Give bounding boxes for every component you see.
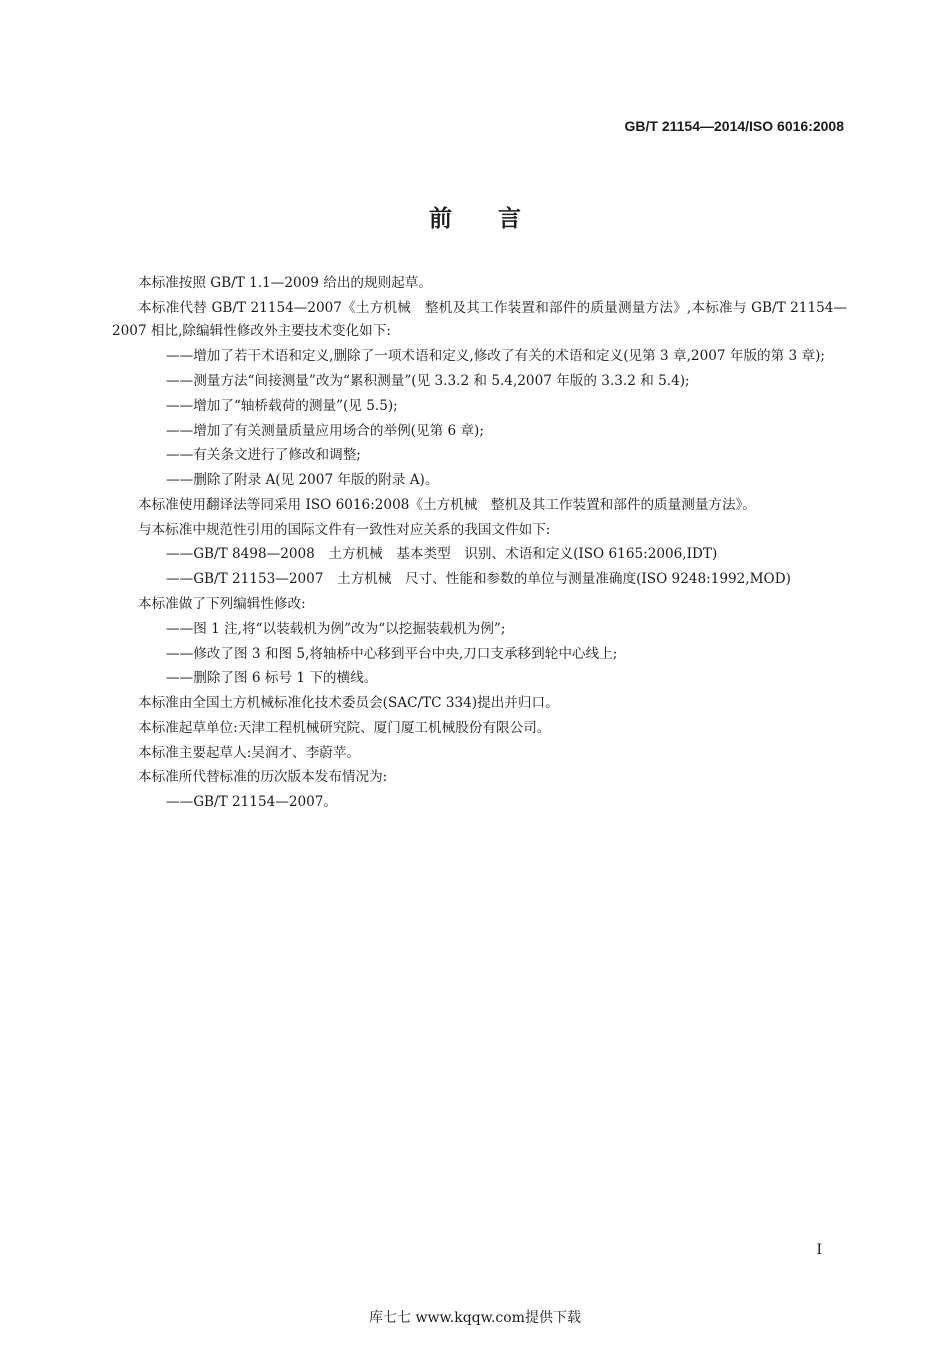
download-footer: 库七七 www.kqqw.com提供下载 [369, 1310, 581, 1326]
list-item-change-examples: ——增加了有关测量质量应用场合的举例(见第 6 章); [166, 422, 484, 439]
list-item-change-axle-load: ——增加了“轴桥载荷的测量”(见 5.5); [166, 397, 398, 414]
page-number: I [816, 1242, 822, 1258]
standard-code-header: GB/T 21154—2014/ISO 6016:2008 [624, 118, 844, 134]
paragraph-references-intro: 与本标准中规范性引用的国际文件有一致性对应关系的我国文件如下: [138, 521, 551, 538]
document-body [112, 272, 847, 816]
list-item-editorial-fig1: ——图 1 注,将“以装载机为例”改为“以挖掘装载机为例”; [166, 620, 506, 637]
list-item-change-annex: ——删除了附录 A(见 2007 年版的附录 A)。 [166, 472, 439, 489]
list-item-change-clauses: ——有关条文进行了修改和调整; [166, 447, 361, 464]
paragraph-drafting-rules: 本标准按照 GB/T 1.1—2009 给出的规则起草。 [138, 275, 432, 291]
list-item-change-method: ——测量方法“间接测量”改为“累积测量”(见 3.3.2 和 5.4,2007 年版的 3.3.2 和 5.4); [166, 372, 690, 389]
paragraph-replaces: 本标准代替 GB/T 21154—2007《土方机械 整机及其工作装置和部件的质量测量方法》,本标准与 GB/T 21154—2007 相比,除编辑性修改外主要技术变化如下: [112, 299, 847, 340]
paragraph-translation-method: 本标准使用翻译法等同采用 ISO 6016:2008《土方机械 整机及其工作装置和部件的质量测量方法》。 [138, 496, 756, 513]
list-item-reference-8498: ——GB/T 8498—2008 土方机械 基本类型 识别、术语和定义(ISO 6165:2006,IDT) [166, 546, 718, 563]
paragraph-previous-editions: 本标准所代替标准的历次版本发布情况为: [138, 769, 388, 786]
paragraph-editorial-intro: 本标准做了下列编辑性修改: [138, 595, 306, 612]
list-item-editorial-fig3-5: ——修改了图 3 和图 5,将轴桥中心移到平台中央,刀口支承移到轮中心线上; [166, 645, 618, 662]
list-item-reference-21153: ——GB/T 21153—2007 土方机械 尺寸、性能和参数的单位与测量准确度(ISO 9248:1992,MOD) [166, 571, 791, 588]
paragraph-drafting-units: 本标准起草单位:天津工程机械研究院、厦门厦工机械股份有限公司。 [138, 719, 551, 736]
list-item-change-terms: ——增加了若干术语和定义,删除了一项术语和定义,修改了有关的术语和定义(见第 3 章,2007 年版的第 3 章); [166, 348, 825, 365]
paragraph-committee: 本标准由全国土方机械标准化技术委员会(SAC/TC 334)提出并归口。 [138, 695, 559, 712]
list-item-previous-edition: ——GB/T 21154—2007。 [166, 794, 338, 811]
paragraph-drafters: 本标准主要起草人:吴润才、李蔚苹。 [138, 744, 361, 761]
page-title: 前言 [429, 206, 567, 232]
list-item-editorial-fig6: ——删除了图 6 标号 1 下的横线。 [166, 670, 378, 687]
